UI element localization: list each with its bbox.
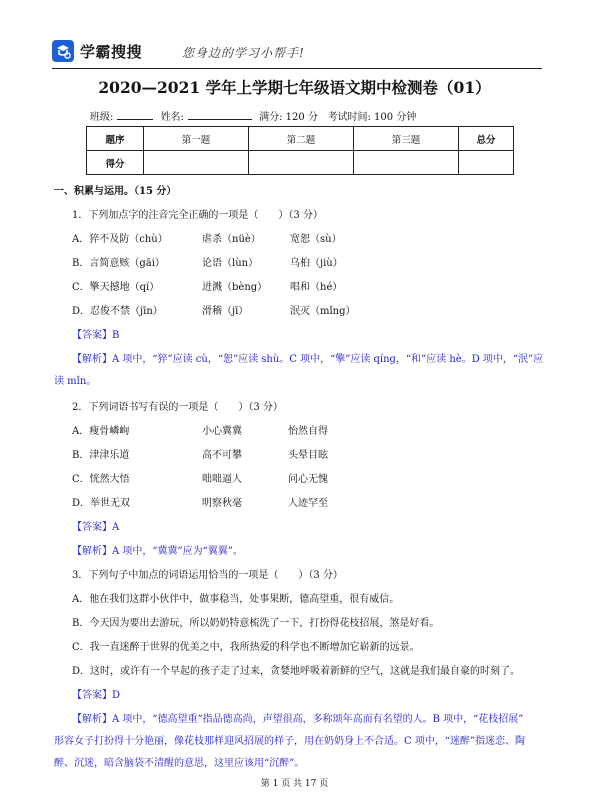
q2-analysis: 【解析】A 项中，“冀冀”应为“翼翼”。 [72, 546, 243, 557]
q2-answer: 【答案】A [72, 522, 120, 533]
q3-option-c: C．我一直迷醉于世界的优美之中，我所热爱的科学也不断增加它崭新的远景。 [72, 642, 420, 653]
score-label: 满分: 120 分 [259, 112, 318, 123]
q1-option-c: C．擎天撼地（qí） [72, 282, 160, 293]
score-cell [144, 151, 249, 175]
header-divider [52, 68, 542, 69]
q1-option-d-3: 泯灭（mǐng） [290, 306, 356, 317]
q2-option-d-2: 明察秋毫 [202, 498, 242, 509]
score-table-header: 第三题 [354, 127, 459, 151]
q1-option-c-3: 唱和（hé） [290, 282, 343, 293]
q1-answer: 【答案】B [72, 330, 120, 341]
q3-stem: 3．下列句子中加点的词语运用恰当的一项是（ ）（3 分） [72, 570, 343, 581]
class-label: 班级: [90, 112, 114, 123]
student-info [90, 108, 416, 123]
score-row-label: 得分 [87, 151, 144, 175]
q1-option-b: B．言简意赅（gāi） [72, 258, 165, 269]
time-label: 考试时间: 100 分钟 [327, 112, 417, 123]
q2-option-c-2: 咄咄逼人 [202, 474, 242, 485]
q2-option-d-3: 人迹罕至 [288, 498, 328, 509]
q1-option-a: A．猝不及防（chù） [72, 234, 168, 245]
q1-option-d: D．忍俊不禁（jīn） [72, 306, 163, 317]
brand-slogan: 您身边的学习小帮手! [182, 46, 305, 60]
q3-option-d: D．这时，或许有一个早起的孩子走了过来，贪婪地呼吸着新鲜的空气，这就是我们最自豪的时刻了。 [72, 666, 521, 677]
score-cell [459, 151, 514, 175]
q2-option-a: A．瘦骨嶙峋 [72, 426, 130, 437]
q3-option-b: B．今天因为要出去游玩，所以奶奶特意梳洗了一下，打扮得花枝招展，煞是好看。 [72, 618, 440, 629]
q1-option-b-3: 乌桕（jiù） [290, 258, 343, 269]
page-footer: 第 1 页 共 17 页 [260, 779, 329, 789]
q2-option-b: B．津津乐道 [72, 450, 130, 461]
q3-analysis: 【解析】A 项中，“德高望重”指品德高尚，声望很高，多称颂年高而有名望的人。B 项中，“花枝招展” [72, 714, 524, 725]
class-blank [117, 109, 153, 120]
q2-option-d: D．举世无双 [72, 498, 131, 509]
name-label: 姓名: [160, 112, 184, 123]
score-table-header: 第二题 [249, 127, 354, 151]
q2-option-c-3: 问心无愧 [288, 474, 328, 485]
name-blank [188, 109, 252, 120]
q2-option-b-3: 头晕目眩 [288, 450, 328, 461]
q1-option-a-2: 虐杀（nüè） [202, 234, 261, 245]
q1-analysis: 【解析】A 项中，“猝”应读 cù，“恕”应读 shù。C 项中，“擎”应读 qíng，“和”应读 hè。D 项中，“泯”应 [72, 354, 544, 365]
brand-name: 学霸搜搜 [80, 43, 143, 61]
q1-option-d-2: 滑稽（jī） [202, 306, 249, 317]
q3-analysis-cont: 形容女子打扮得十分艳丽，像花枝那样迎风招展的样子，用在奶奶身上不合适。C 项中，“迷醉”指迷恋、陶 [54, 736, 526, 747]
q1-option-a-3: 宽恕（sù） [290, 234, 342, 245]
q3-analysis-cont2: 醉、沉迷，暗含脑袋不清醒的意思，这里应该用“沉醉”。 [54, 758, 305, 769]
score-cell [354, 151, 459, 175]
q2-option-c: C．恍然大悟 [72, 474, 130, 485]
q3-answer: 【答案】D [72, 690, 121, 701]
q3-option-a: A．他在我们这群小伙伴中，做事稳当，处事果断，德高望重，很有威信。 [72, 594, 400, 605]
score-table [86, 126, 514, 175]
search-logo-icon [52, 40, 74, 62]
page-title: 2020—2021 学年上学期七年级语文期中检测卷（01） [98, 78, 491, 97]
q1-option-c-2: 迸溅（bèng） [202, 282, 268, 293]
score-cell [249, 151, 354, 175]
q1-stem: 1．下列加点字的注音完全正确的一项是（ ）（3 分） [72, 210, 323, 221]
header [52, 38, 542, 68]
q2-stem: 2．下列词语书写有误的一项是（ ）（3 分） [72, 402, 283, 413]
q2-option-a-2: 小心冀冀 [202, 426, 242, 437]
score-table-header: 题序 [87, 127, 144, 151]
q1-analysis-cont: 读 mǐn。 [54, 376, 97, 387]
score-table-header: 总分 [459, 127, 514, 151]
section-title: 一、积累与运用。（15 分） [54, 186, 177, 197]
q2-option-b-2: 高不可攀 [202, 450, 242, 461]
score-table-header: 第一题 [144, 127, 249, 151]
q1-option-b-2: 论语（lùn） [202, 258, 259, 269]
q2-option-a-3: 怡然自得 [288, 426, 328, 437]
